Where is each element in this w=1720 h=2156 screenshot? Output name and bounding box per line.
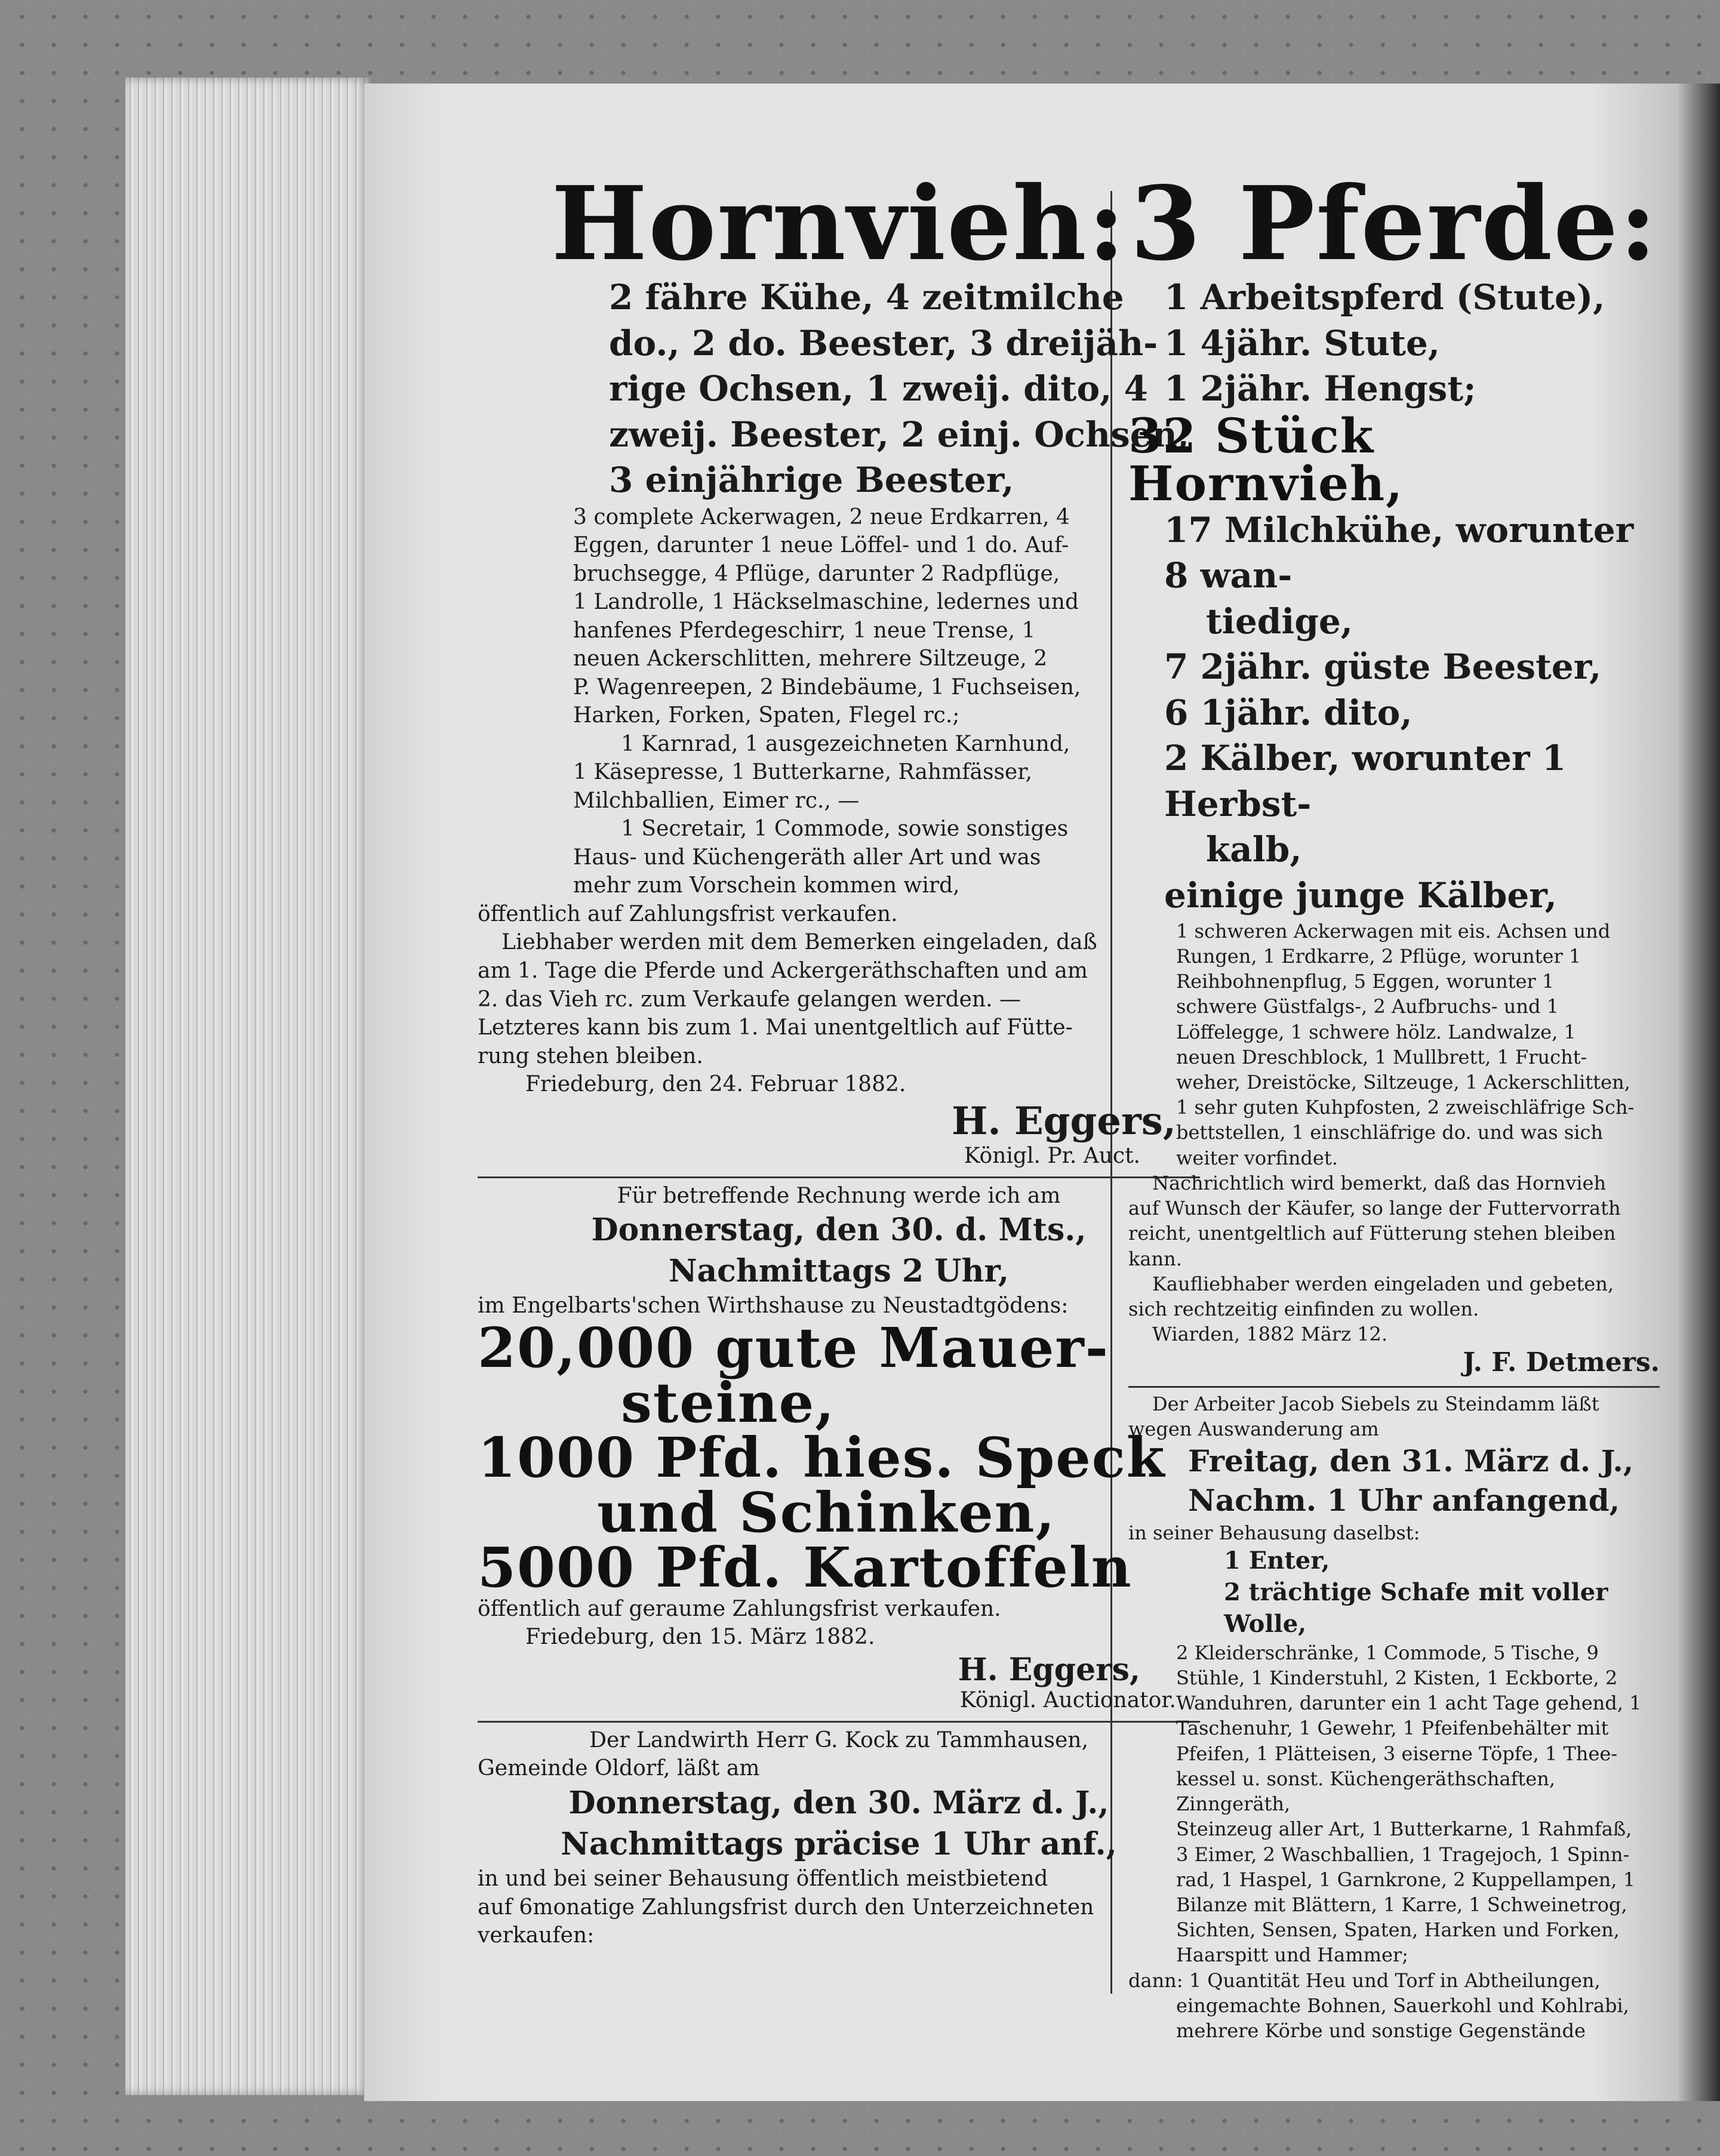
headline-hornvieh: 32 Stück Hornvieh, xyxy=(1128,407,1404,512)
highlight-item: 1 Enter, xyxy=(1224,1547,1330,1575)
ad-intro: Der Landwirth Herr G. Kock zu Tammhausen, xyxy=(589,1727,1088,1752)
auction-date: Freitag, den 31. März d. J., xyxy=(1188,1443,1634,1479)
inventory-line: Reihbohnenpflug, 5 Eggen, worunter 1 xyxy=(1176,970,1555,993)
note-line: auf Wunsch der Käufer, so lange der Futtervorrath xyxy=(1128,1197,1621,1220)
inventory-line: neuen Dreschblock, 1 Mullbrett, 1 Frucht- xyxy=(1176,1045,1587,1068)
note-line: reicht, unentgeltlich auf Fütterung stehen bleiben xyxy=(1128,1222,1616,1245)
item-headline: 1000 Pfd. hies. Speck xyxy=(478,1425,1166,1490)
auction-date: Donnerstag, den 30. d. Mts., xyxy=(591,1212,1087,1249)
note-line: Kaufliebhaber werden eingeladen und gebeten, xyxy=(1152,1272,1614,1295)
signature-title: Königl. Pr. Auct. xyxy=(964,1143,1140,1168)
item-headline: 20,000 gute Mauer- xyxy=(478,1315,1109,1380)
inventory-line: P. Wagenreepen, 2 Bindebäume, 1 Fuchseisen, xyxy=(573,674,1081,700)
item-line: Stühle, 1 Kinderstuhl, 2 Kisten, 1 Eckborte, 2 xyxy=(1176,1666,1618,1689)
inventory-line: hanfenes Pferdegeschirr, 1 neue Trense, 1 xyxy=(573,618,1036,643)
item-headline: und Schinken, xyxy=(597,1480,1056,1545)
terms-line: Letzteres kann bis zum 1. Mai unentgeltlich auf Fütte- xyxy=(478,1015,1073,1040)
ad-separator xyxy=(1128,1386,1660,1388)
inventory-line: Haus- und Küchengeräth aller Art und was xyxy=(573,845,1041,870)
ad-separator xyxy=(478,1721,1200,1723)
animal-line: do., 2 do. Beester, 3 dreijäh- xyxy=(609,322,1158,364)
inventory-line: 1 Secretair, 1 Commode, sowie sonstiges xyxy=(621,817,1069,842)
ad-kock xyxy=(478,1726,1200,1950)
cattle-list xyxy=(1128,507,1660,919)
cattle-line: 17 Milchkühe, worunter 8 wan- xyxy=(1164,509,1634,596)
note-line: sich rechtzeitig einfinden zu wollen. xyxy=(1128,1298,1479,1321)
ad-separator xyxy=(478,1176,1200,1178)
headline-hornvieh: Hornvieh: xyxy=(551,164,1127,284)
animal-line: 3 einjährige Beester, xyxy=(609,460,1014,501)
signature-title: Königl. Auctionator. xyxy=(959,1687,1176,1713)
terms-line: öffentlich auf Zahlungsfrist verkaufen. xyxy=(478,901,898,926)
sale-terms xyxy=(478,900,1200,1099)
then-line: dann: 1 Quantität Heu und Torf in Abtheilungen, xyxy=(1128,1969,1601,1992)
cattle-line: kalb, xyxy=(1206,829,1302,870)
note-line: Nachrichtlich wird bemerkt, daß das Hornvieh xyxy=(1152,1171,1607,1194)
notes xyxy=(1128,1171,1660,1347)
inventory-line: 1 schweren Ackerwagen mit eis. Achsen und xyxy=(1176,919,1611,943)
inventory-line: weher, Dreistöcke, Siltzeuge, 1 Ackerschlitten, xyxy=(1176,1070,1630,1094)
horse-line: 1 4jähr. Stute, xyxy=(1164,322,1440,364)
inventory-line: schwere Güstfalgs-, 2 Aufbruchs- und 1 xyxy=(1176,995,1559,1018)
highlight-item: 2 trächtige Schafe mit voller Wolle, xyxy=(1224,1578,1608,1638)
auction-time: Nachm. 1 Uhr anfangend, xyxy=(1188,1483,1620,1519)
ad-intro: Für betreffende Rechnung werde ich am xyxy=(617,1183,1061,1208)
auction-location: in seiner Behausung daselbst: xyxy=(1128,1521,1420,1545)
cattle-line: 2 Kälber, worunter 1 Herbst- xyxy=(1164,738,1567,824)
item-line: Steinzeug aller Art, 1 Butterkarne, 1 Rahmfaß, xyxy=(1176,1818,1632,1841)
then-line: mehrere Körbe und sonstige Gegenstände xyxy=(1176,2019,1586,2043)
terms-line: Liebhaber werden mit dem Bemerken eingeladen, daß xyxy=(501,930,1097,955)
item-line: Haarspitt und Hammer; xyxy=(1176,1944,1408,1967)
auction-location: im Engelbarts'schen Wirthshause zu Neustadtgödens: xyxy=(478,1293,1069,1319)
cattle-line: einige junge Kälber, xyxy=(1164,875,1557,916)
terms-line: 2. das Vieh rc. zum Verkaufe gelangen werden. — xyxy=(478,987,1021,1012)
page-curl-shadow xyxy=(1678,84,1720,2101)
animal-line: 2 fähre Kühe, 4 zeitmilche xyxy=(609,277,1124,318)
ad-intro: Der Arbeiter Jacob Siebels zu Steindamm läßt xyxy=(1152,1392,1599,1415)
note-line: kann. xyxy=(1128,1247,1182,1270)
item-line: 2 Kleiderschränke, 1 Commode, 5 Tische, 9 xyxy=(1176,1641,1599,1664)
inventory-line: Rungen, 1 Erdkarre, 2 Pflüge, worunter 1 xyxy=(1176,944,1581,968)
ad-siebels xyxy=(1128,1391,1660,2044)
horse-line: 1 2jähr. Hengst; xyxy=(1164,368,1476,409)
terms-line: rung stehen bleiben. xyxy=(478,1043,703,1068)
ad-pferde xyxy=(1128,164,1660,1378)
signature: H. Eggers, xyxy=(951,1098,1176,1144)
signature: H. Eggers, xyxy=(958,1651,1140,1688)
inventory-line: bettstellen, 1 einschläfrige do. und was sich xyxy=(1176,1121,1603,1144)
item-line: Taschenuhr, 1 Gewehr, 1 Pfeifenbehälter mit xyxy=(1176,1717,1609,1740)
item-line: Wanduhren, darunter ein 1 acht Tage gehend, 1 xyxy=(1176,1692,1642,1715)
animal-line: zweij. Beester, 2 einj. Ochsen, xyxy=(609,414,1190,455)
inventory-line: Milchballien, Eimer rc., — xyxy=(573,788,860,813)
then-line: eingemachte Bohnen, Sauerkohl und Kohlrabi, xyxy=(1176,1994,1629,2017)
auction-time: Nachmittags 2 Uhr, xyxy=(668,1252,1010,1289)
ad-mauersteine xyxy=(478,1182,1200,1713)
inventory-line: mehr zum Vorschein kommen wird, xyxy=(573,873,960,898)
auction-time: Nachmittags präcise 1 Uhr anf., xyxy=(561,1825,1117,1862)
inventory-line: 1 Landrolle, 1 Häckselmaschine, ledernes und xyxy=(573,590,1079,615)
item-headline: steine, xyxy=(621,1370,836,1435)
horse-list xyxy=(1128,275,1660,412)
sale-terms: öffentlich auf geraume Zahlungsfrist verkaufen. xyxy=(478,1596,1001,1621)
inventory-list xyxy=(1128,919,1660,1171)
inventory-line: 3 complete Ackerwagen, 2 neue Erdkarren, 4 xyxy=(573,504,1070,529)
item-headline: 5000 Pfd. Kartoffeln xyxy=(478,1535,1133,1600)
cattle-line: 6 1jähr. dito, xyxy=(1164,692,1413,733)
sale-terms: auf 6monatige Zahlungsfrist durch den Unterzeichneten xyxy=(478,1895,1094,1920)
then-list xyxy=(1128,1968,1660,2044)
item-line: rad, 1 Haspel, 1 Garnkrone, 2 Kuppellampen, 1 xyxy=(1176,1868,1635,1891)
signature: J. F. Detmers. xyxy=(1463,1347,1660,1378)
book-page-edges xyxy=(125,78,370,2095)
animal-line: rige Ochsen, 1 zweij. dito, 4 xyxy=(609,368,1148,409)
headline-pferde: 3 Pferde: xyxy=(1130,164,1658,284)
place-date: Friedeburg, den 15. März 1882. xyxy=(525,1625,875,1650)
inventory-line: Eggen, darunter 1 neue Löffel- und 1 do. Auf- xyxy=(573,533,1069,558)
inventory-line: Harken, Forken, Spaten, Flegel rc.; xyxy=(573,703,960,728)
left-column xyxy=(478,164,1200,1950)
sale-terms: verkaufen: xyxy=(478,1923,595,1948)
inventory-line: neuen Ackerschlitten, mehrere Siltzeuge, 2 xyxy=(573,646,1048,672)
inventory-line: 1 sehr guten Kuhpfosten, 2 zweischläfrige Sch- xyxy=(1176,1096,1635,1119)
cattle-line: 7 2jähr. güste Beester, xyxy=(1164,646,1602,688)
right-column xyxy=(1128,164,1660,2043)
place-date: Friedeburg, den 24. Februar 1882. xyxy=(525,1072,906,1097)
inventory-line: Löffelegge, 1 schwere hölz. Landwalze, 1 xyxy=(1176,1020,1576,1043)
sale-terms: in und bei seiner Behausung öffentlich meistbietend xyxy=(478,1867,1048,1892)
horse-line: 1 Arbeitspferd (Stute), xyxy=(1164,277,1605,318)
item-line: Bilanze mit Blättern, 1 Karre, 1 Schweinetrog, xyxy=(1176,1893,1627,1916)
ad-intro: wegen Auswanderung am xyxy=(1128,1417,1379,1440)
item-list xyxy=(1128,1640,1660,1968)
inventory-line: bruchsegge, 4 Pflüge, darunter 2 Radpflüge, xyxy=(573,561,1060,586)
inventory-line: 1 Karnrad, 1 ausgezeichneten Karnhund, xyxy=(621,731,1070,756)
item-line: Pfeifen, 1 Plätteisen, 3 eiserne Töpfe, 1 Thee- xyxy=(1176,1742,1618,1765)
item-line: kessel u. sonst. Küchengeräthschaften, Zinngeräth, xyxy=(1176,1767,1555,1816)
item-line: Sichten, Sensen, Spaten, Harken und Forken, xyxy=(1176,1918,1620,1942)
inventory-list xyxy=(478,503,1200,900)
place-date: Wiarden, 1882 März 12. xyxy=(1152,1323,1387,1346)
terms-line: am 1. Tage die Pferde und Ackergeräthschaften und am xyxy=(478,958,1088,983)
item-line: 3 Eimer, 2 Waschballien, 1 Tragejoch, 1 Spinn- xyxy=(1176,1843,1630,1866)
cattle-line: tiedige, xyxy=(1206,600,1353,642)
ad-hornvieh xyxy=(478,164,1200,1168)
inventory-line: 1 Käsepresse, 1 Butterkarne, Rahmfässer, xyxy=(573,760,1032,785)
animal-list xyxy=(478,275,1200,503)
ad-intro: Gemeinde Oldorf, läßt am xyxy=(478,1756,760,1781)
inventory-line: weiter vorfindet. xyxy=(1176,1146,1338,1169)
newspaper-page xyxy=(364,84,1696,2101)
auction-date: Donnerstag, den 30. März d. J., xyxy=(568,1784,1109,1821)
